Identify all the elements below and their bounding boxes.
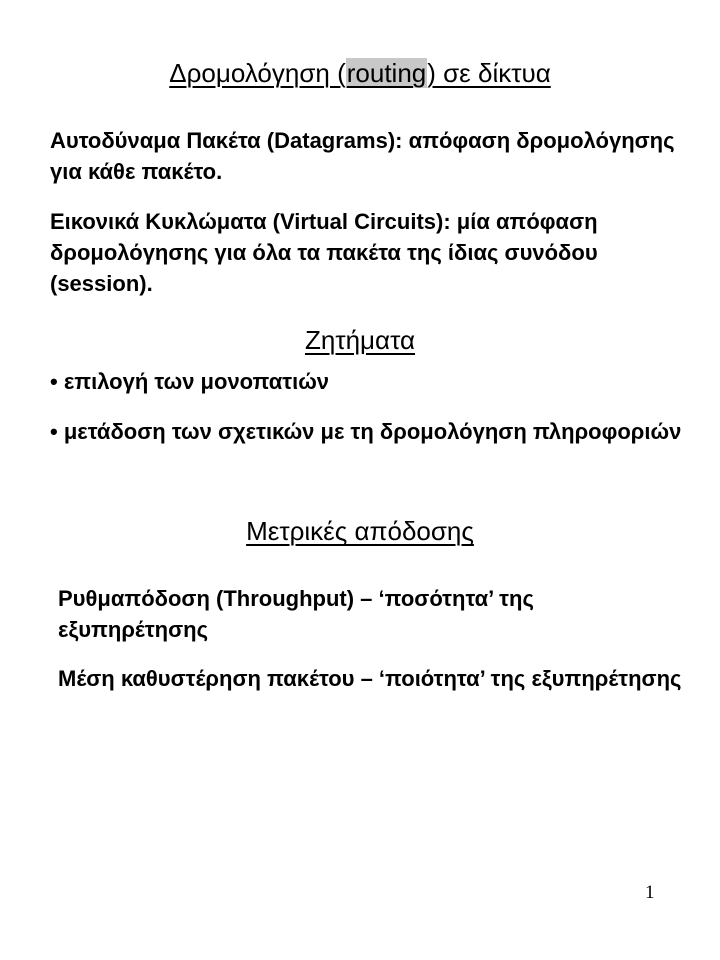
title-prefix: Δρομολόγηση (	[169, 58, 346, 88]
metric-item-throughput: Ρυθμαπόδοση (Throughput) – ‘ποσότητα’ της εξυπηρέτησης	[58, 586, 534, 642]
issues-heading: Ζητήματα	[304, 325, 416, 355]
title-suffix: ) σε δίκτυα	[427, 58, 551, 88]
page-title	[0, 55, 720, 91]
issue-item-routing-info: • μετάδοση των σχετικών με τη δρομολόγηση πληροφοριών	[50, 419, 682, 444]
metric-item-delay: Μέση καθυστέρηση πακέτου – ‘ποιότητα’ της εξυπηρέτησης	[58, 666, 682, 691]
datagrams-paragraph: Αυτοδύναμα Πακέτα (Datagrams): απόφαση δρομολόγησης για κάθε πακέτο.	[50, 128, 675, 184]
title-highlighted-term: routing	[346, 58, 427, 88]
page-number: 1	[645, 882, 655, 903]
metrics-heading: Μετρικές απόδοσης	[246, 516, 474, 546]
issue-item-path-selection: • επιλογή των μονοπατιών	[50, 369, 330, 394]
virtual-circuits-paragraph: Εικονικά Κυκλώματα (Virtual Circuits): μία απόφαση δρομολόγησης για όλα τα πακέτα της ίδιας συνόδου (session).	[50, 209, 598, 296]
